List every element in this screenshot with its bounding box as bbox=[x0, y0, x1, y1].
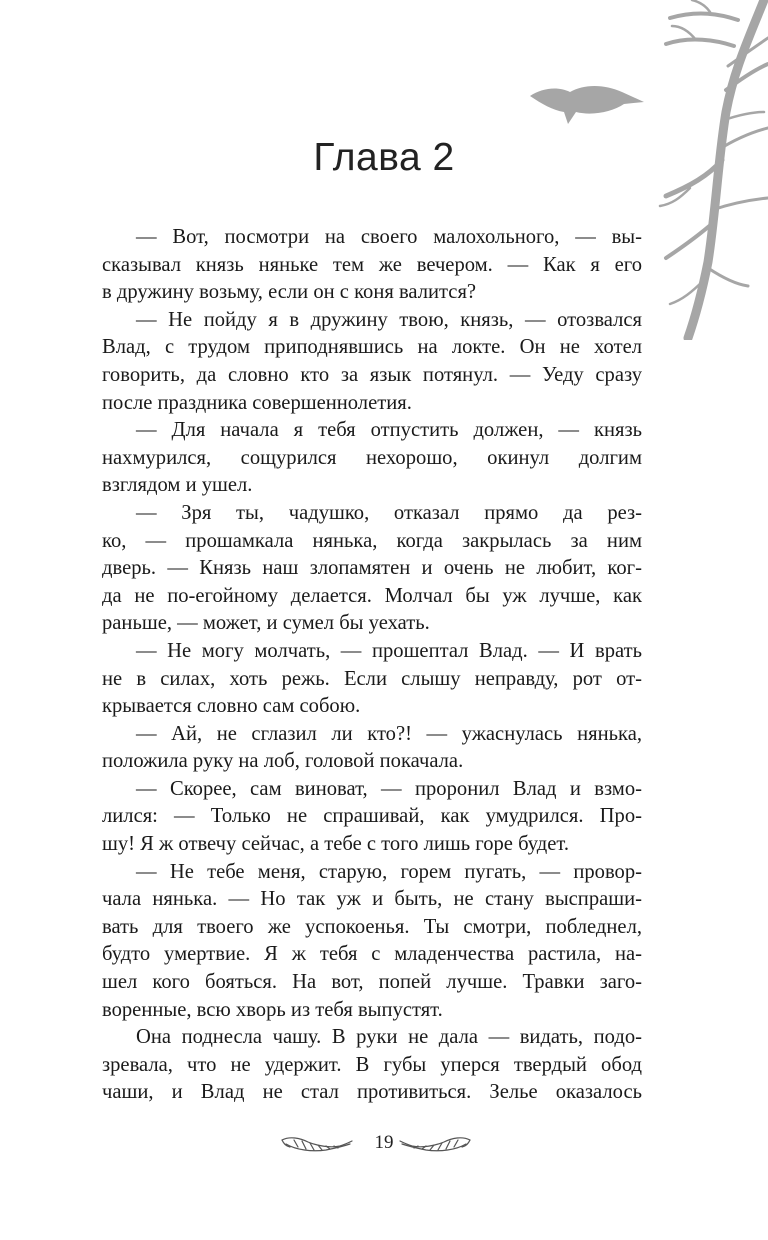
text-line: — Не могу молчать, — прошептал Влад. — И врать bbox=[136, 639, 642, 662]
text-line: — Зря ты, чадушко, отказал прямо да рез- bbox=[136, 501, 642, 524]
text-line: — Не тебе меня, старую, горем пугать, — провор- bbox=[136, 860, 642, 883]
text-line: чала нянька. — Но так уж и быть, не стану выспраши- bbox=[102, 888, 642, 911]
text-line: сказывал князь няньке тем же вечером. — Как я его bbox=[102, 253, 642, 276]
text-line: — Ай, не сглазил ли кто?! — ужаснулась нянька, bbox=[136, 722, 642, 745]
text-line: Влад, с трудом приподнявшись на локте. Он не хотел bbox=[102, 336, 642, 359]
text-line: не в силах, хоть режь. Если слышу неправду, рот от- bbox=[102, 667, 642, 690]
text-line: — Для начала я тебя отпустить должен, — князь bbox=[136, 419, 642, 442]
text-line: — Вот, посмотри на своего малохольного, — вы- bbox=[136, 226, 642, 248]
text-line: да не по-егойному делается. Молчал бы уж лучше, как bbox=[102, 584, 642, 607]
text-line: в дружину возьму, если он с коня валится? bbox=[102, 281, 477, 304]
text-line: положила руку на лоб, головой покачала. bbox=[102, 750, 464, 773]
text-line: Она поднесла чашу. В руки не дала — видать, подо- bbox=[136, 1026, 642, 1049]
text-line: после праздника совершеннолетия. bbox=[102, 391, 412, 414]
page-number: 19 bbox=[374, 1132, 394, 1153]
text-line: ко, — прошамкала нянька, когда закрылась за ним bbox=[102, 529, 642, 552]
feather-ornament-left-icon bbox=[280, 1132, 354, 1154]
page-footer bbox=[0, 1128, 768, 1158]
text-line: шу! Я ж отвечу сейчас, а тебе с того лишь горе будет. bbox=[102, 833, 570, 856]
text-line: раньше, — может, и сумел бы уехать. bbox=[102, 612, 430, 635]
text-line: крывается словно сам собою. bbox=[102, 695, 361, 718]
text-line: лился: — Только не спрашивай, как умудрился. Про- bbox=[102, 805, 642, 828]
text-line: вать для твоего же успокоенья. Ты смотри, побледнел, bbox=[102, 915, 642, 938]
text-line: говорить, да словно кто за язык потянул. — Уеду сразу bbox=[102, 363, 642, 386]
text-line: дверь. — Князь наш злопамятен и очень не любит, ког- bbox=[102, 557, 642, 580]
text-line: — Не пойду я в дружину твою, князь, — отозвался bbox=[136, 308, 642, 331]
text-line: чаши, и Влад не стал противиться. Зелье оказалось bbox=[102, 1081, 642, 1104]
text-line: нахмурился, сощурился нехорошо, окинул долгим bbox=[102, 446, 642, 469]
body-text bbox=[102, 224, 642, 1107]
chapter-title: Глава 2 bbox=[313, 136, 455, 179]
text-line: взглядом и ушел. bbox=[102, 474, 253, 497]
text-line: воренные, всю хворь из тебя выпустят. bbox=[102, 998, 443, 1021]
text-line: будто умертвие. Я ж тебя с младенчества растила, на- bbox=[102, 943, 642, 966]
text-line: — Скорее, сам виноват, — проронил Влад и взмо- bbox=[136, 777, 642, 800]
text-line: зревала, что не удержит. В губы уперся твердый обод bbox=[102, 1053, 642, 1076]
feather-ornament-right-icon bbox=[398, 1132, 472, 1154]
text-line: шел кого бояться. На вот, попей лучше. Травки заго- bbox=[102, 971, 642, 994]
